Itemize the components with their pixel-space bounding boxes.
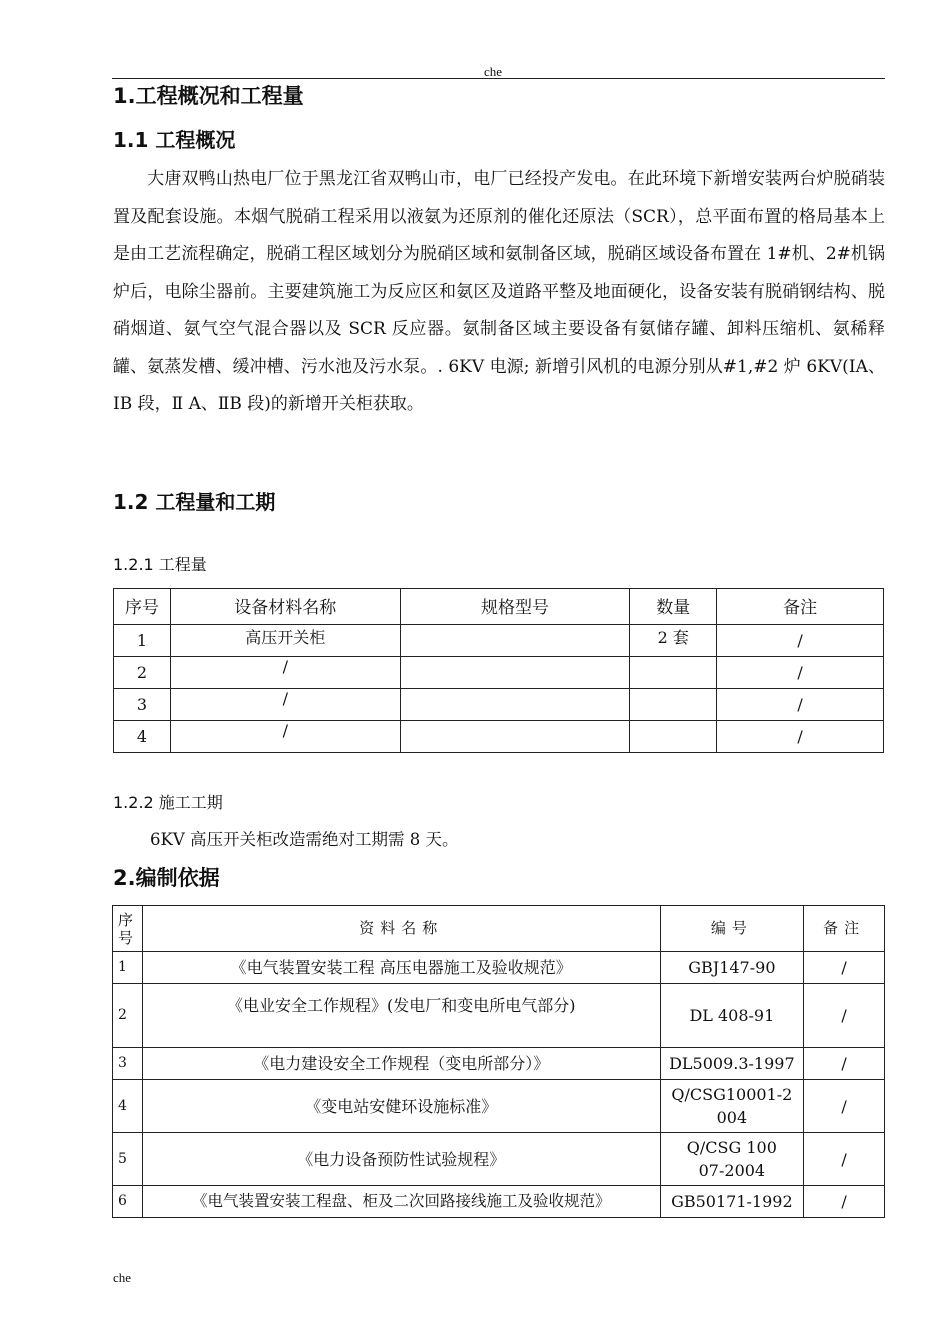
table-cell: / [804,1048,885,1080]
table-cell: / [717,625,884,657]
table-cell [630,721,717,753]
overview-paragraph [113,161,885,424]
table-row [114,657,884,689]
header-cell: 资料名称 [142,906,660,952]
table-cell: 《电业安全工作规程》(发电厂和变电所电气部分) [142,984,660,1048]
table-row [113,1133,885,1186]
header-cell: 规格型号 [400,589,630,625]
table-cell: Q/CSG 10007-2004 [660,1133,804,1186]
table-cell: 3 [114,689,171,721]
table-cell: 高压开关柜 [170,625,400,657]
header-cell: 备注 [717,589,884,625]
header-cell: 序号 [113,906,143,952]
table-cell: / [717,721,884,753]
table-row [114,689,884,721]
table-cell: 1 [114,625,171,657]
header-cell: 编号 [660,906,804,952]
table-row [113,984,885,1048]
table-cell [630,657,717,689]
overview-text: 大唐双鸭山热电厂位于黑龙江省双鸭山市，电厂已经投产发电。在此环境下新增安装两台炉脱硝装置及配套设施。本烟气脱硝工程采用以液氨为还原剂的催化还原法（SCR），总平面布置的格局基本上是由工艺流程确定，脱硝工程区域划分为脱硝区域和氨制备区域，脱硝区域设备布置在 1#机、2#机锅炉后，电除尘器前。主要建筑施工为反应区和氨区及道路平整及地面硬化，设备安装有脱硝钢结构、脱硝烟道、氨气空气混合器以及 SCR 反应器。氨制备区域主要设备有氨储存罐、卸料压缩机、氨稀释罐、氨蒸发槽、缓冲槽、污水池及污水泵。. 6KV 电源; 新增引风机的电源分别从#1,#2 炉 6KV(ⅠA、ⅠB 段，Ⅱ A、ⅡB 段)的新增开关柜获取。 [113,169,885,414]
table-row [113,1048,885,1080]
table-cell: 2 [113,984,143,1048]
header-divider [112,78,885,79]
table-cell: 《电力设备预防性试验规程》 [142,1133,660,1186]
table-cell: Q/CSG10001-2004 [660,1080,804,1133]
table-cell: / [804,952,885,984]
table-cell: 5 [113,1133,143,1186]
basis-table [112,905,885,1218]
header-cell: 设备材料名称 [170,589,400,625]
table-cell: GB50171-1992 [660,1186,804,1218]
section-1-2-title: 1.2 工程量和工期 [113,490,276,514]
table-cell: / [804,984,885,1048]
table-cell: / [170,689,400,721]
table-cell [400,657,630,689]
table-cell: / [717,689,884,721]
page-header: che [484,64,503,79]
table-cell [400,625,630,657]
table-cell: / [804,1186,885,1218]
table-cell: / [717,657,884,689]
section-1-1-title: 1.1 工程概况 [113,128,236,152]
table-header-row [113,906,885,952]
table-cell: 《电气装置安装工程 高压电器施工及验收规范》 [142,952,660,984]
table-cell: GBJ147-90 [660,952,804,984]
table-cell: 《变电站安健环设施标准》 [142,1080,660,1133]
table-cell [630,689,717,721]
header-cell: 备注 [804,906,885,952]
table-cell: 4 [113,1080,143,1133]
table-cell: 1 [113,952,143,984]
schedule-text: 6KV 高压开关柜改造需绝对工期需 8 天。 [150,830,459,849]
table-cell: DL 408-91 [660,984,804,1048]
table-row [113,952,885,984]
table-cell: 3 [113,1048,143,1080]
table-cell: / [804,1080,885,1133]
table-header-row [114,589,884,625]
quantity-table [113,588,884,753]
table-row [113,1186,885,1218]
table-cell: 《电力建设安全工作规程（变电所部分）》 [142,1048,660,1080]
table-cell: DL5009.3-1997 [660,1048,804,1080]
table-cell: 《电气装置安装工程盘、柜及二次回路接线施工及验收规范》 [142,1186,660,1218]
table-cell: / [804,1133,885,1186]
table-cell: / [170,657,400,689]
section-1-2-2-title: 1.2.2 施工工期 [113,793,223,812]
section-1-title: 1.工程概况和工程量 [113,84,304,108]
table-cell: 2 [114,657,171,689]
section-1-2-1-title: 1.2.1 工程量 [113,555,207,574]
table-cell: 2 套 [630,625,717,657]
section-2-title: 2.编制依据 [113,866,220,890]
table-cell [400,689,630,721]
page-footer: che [113,1270,132,1285]
table-row [114,721,884,753]
table-row [114,625,884,657]
table-cell: / [170,721,400,753]
header-cell: 序号 [114,589,171,625]
table-cell: 4 [114,721,171,753]
table-row [113,1080,885,1133]
header-cell: 数量 [630,589,717,625]
table-cell: 6 [113,1186,143,1218]
table-cell [400,721,630,753]
